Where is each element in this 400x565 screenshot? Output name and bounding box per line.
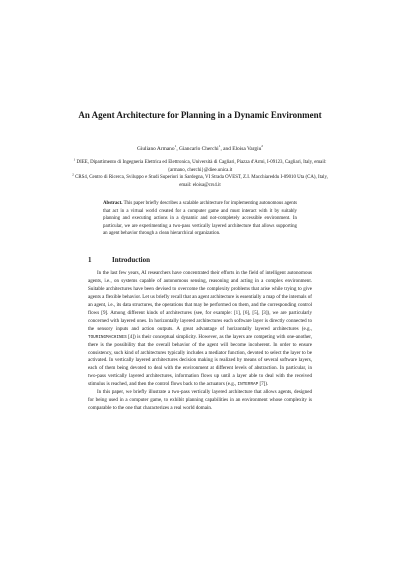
affiliation-text: CRS4, Centro di Ricerca, Sviluppo e Studi Superiori in Sardegna, VI Strada OVEST, Z.I. Macchiareddu I-09010 Uta (CA), Italy, email: eloisa@crs4.it [75, 175, 328, 188]
author-affil-mark: 1 [174, 144, 177, 149]
affiliation-mark: 2 [72, 172, 74, 177]
affiliation [70, 174, 330, 189]
author-list [60, 145, 340, 153]
affiliations [70, 159, 330, 189]
affiliation-text: DIEE, Dipartimento di Ingegneria Elettrica ed Elettronica, Università di Cagliari, Piazza d'Armi, I-09123, Cagliari, Italy, email: {armano, cherchi}@diee.unica.it [76, 160, 327, 173]
system-name: INTERRAP [237, 382, 259, 388]
abstract-label: Abstract. [103, 201, 123, 206]
paragraph [88, 270, 312, 389]
section-body [88, 270, 312, 413]
author-name: Giancarlo Cherchi [179, 146, 219, 152]
paper-title: An Agent Architecture for Planning in a Dynamic Environment [78, 110, 322, 120]
affiliation-mark: 1 [73, 157, 76, 162]
paragraph-text: In the last few years, AI researchers have concentrated their efforts in the field of intelligent autonomous agents, i.e., on systems capable of autonomous sensing, reasoning and acting in a complex environment. Suitable architectures have been devised to overcome the complexity problems that arise while trying to give agents a flexible behavior. Let us briefly recall that an agent architecture is essentially a map of the internals of an agent, i.e., its data structures, the operations that may be performed on them, and the corresponding control flows [9]. Among different kinds of architectures (see, for example: [1], [6], [5], [3]), we are particularly concerned with layered ones. In horizontally layered architectures each software layer is directly connected to the sensory inputs and action outputs. A great advantage of horizontally layered architectures (e.g., [88, 270, 312, 332]
abstract [103, 200, 297, 238]
paragraph-text: [4]) is their conceptual simplicity. However, as the layers are competing with one-another, there is the possibility that the overall behavior of the agent will become incoherent. In order to ensure consistency, such kind of architectures typically includes a mediator function, devoted to select the layer to be activated. In vertically layered architectures decision making is realized by means of several software layers, each of them being devoted to deal with the environment at different levels of abstraction. In particular, in two-pass vertically layered architectures, information flows up until a layer able to deal with the received stimulus is reached, and then the control flows back to the actuators (e.g., [88, 333, 312, 388]
author-affil-mark: 2 [261, 144, 264, 149]
system-name: TOURINGMACHINES [88, 334, 127, 340]
section-number: 1 [88, 256, 92, 264]
paragraph-text: [7]). [258, 381, 269, 388]
paragraph: In this paper, we briefly illustrate a two-pass vertically layered architecture that allows agents, designed for being used in a computer game, to exhibit planning capabilities in an environment whose complexity is comparable to the one that characterizes a real world domain. [88, 389, 312, 412]
affiliation [70, 159, 330, 174]
author-name: Eloisa Vargiu [232, 146, 262, 152]
author-name: Giuliano Armano [136, 146, 175, 152]
author-affil-mark: 1 [218, 144, 221, 149]
abstract-text: This paper briefly describes a scalable architecture for implementing autonomous agents that act in a virtual world created for a computer game and must interact with it by suitably planning and executing actions in a dynamic and not-completely accessible environment. In particular, we are experimenting a two-pass vertically layered architecture that allows supporting an agent behavior through a clean hierarchical organization. [103, 201, 297, 236]
author-separator: , [176, 146, 180, 152]
section-heading [88, 256, 150, 264]
author-separator: , and [220, 146, 233, 152]
section-title: Introduction [112, 256, 150, 264]
